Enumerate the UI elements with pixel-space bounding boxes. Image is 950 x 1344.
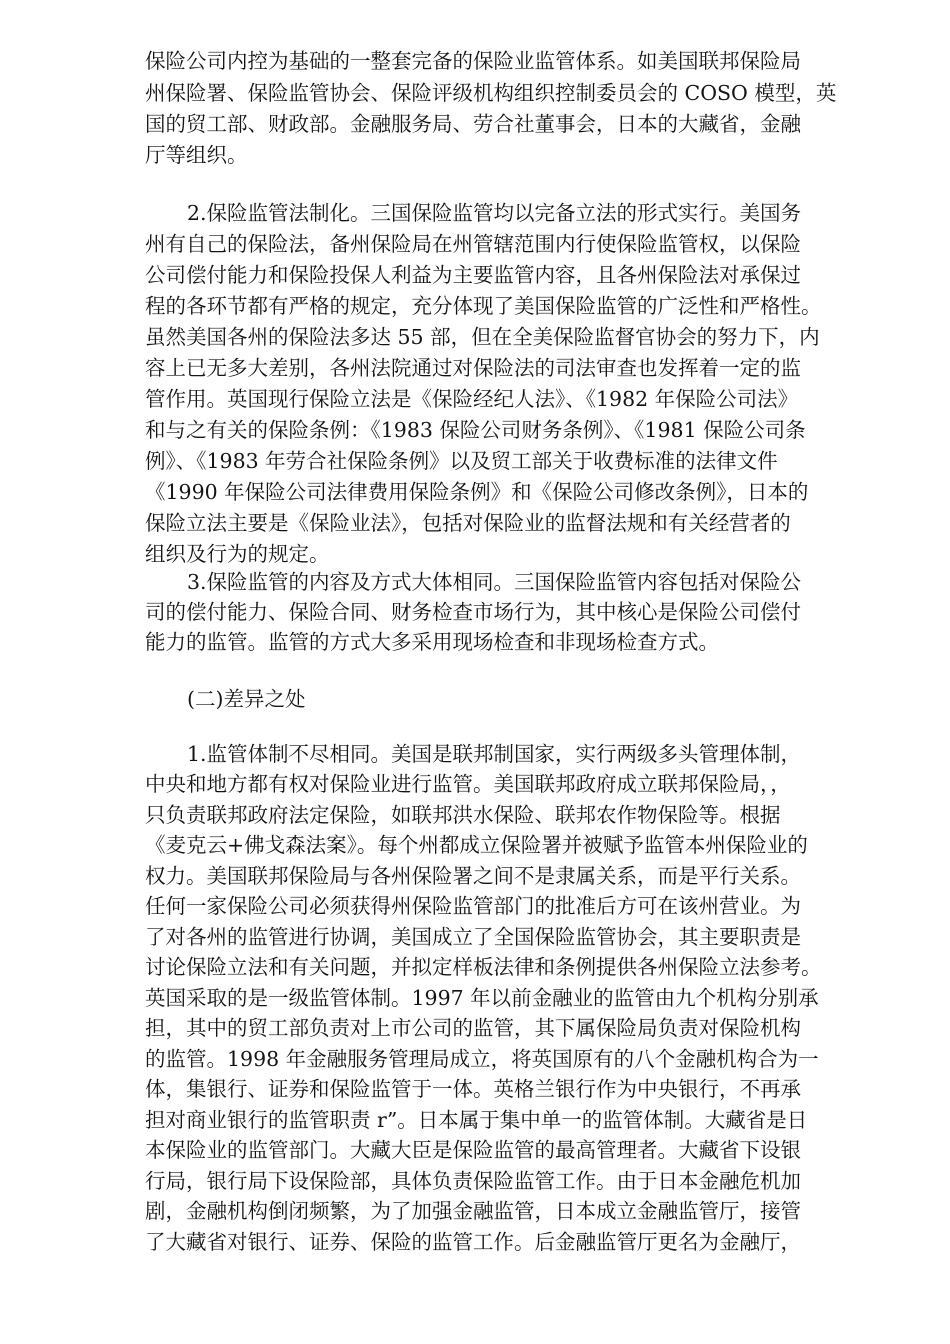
paragraph-first-line: 3.保险监管的内容及方式大体相同。三国保险监管内容包括对保险公 — [187, 570, 802, 594]
text-line: 任何一家保险公司必须获得州保险监管部门的批准后方可在该州营业。为 — [145, 894, 801, 918]
text-line: 司的偿付能力、保险合同、财务检查市场行为，其中核心是保险公司偿付 — [145, 600, 801, 624]
text-line: 《1990 年保险公司法律费用保险条例》和《保险公司修改条例》，日本的 — [145, 480, 809, 504]
text-line: 州有自己的保险法，备州保险局在州管辖范围内行使保险监管权，以保险 — [145, 232, 801, 256]
text-line: 保险公司内控为基础的一整套完备的保险业监管体系。如美国联邦保险局 — [145, 49, 801, 73]
text-line: 了对各州的监管进行协调，美国成立了全国保险监管协会，其主要职责是 — [145, 925, 801, 949]
text-line: 厅等组织。 — [145, 143, 248, 167]
text-line: 权力。美国联邦保险局与各州保险署之间不是隶属关系，而是平行关系。 — [145, 864, 801, 888]
section-heading: (二)差异之处 — [187, 687, 306, 711]
text-line: 能力的监管。监管的方式大多采用现场检查和非现场检查方式。 — [145, 630, 719, 654]
text-line: 和与之有关的保险条例：《1983 保险公司财务条例》、《1981 保险公司条 — [145, 418, 806, 442]
text-line: 只负责联邦政府法定保险，如联邦洪水保险、联邦农作物保险等。根据 — [145, 803, 781, 827]
text-line: 例》、《1983 年劳合社保险条例》以及贸工部关于收费标准的法律文件 — [145, 449, 778, 473]
text-line: 州保险署、保险监管协会、保险评级机构组织控制委员会的 COSO 模型，英 — [145, 81, 837, 105]
text-line: 组织及行为的规定。 — [145, 542, 330, 566]
text-line: 公司偿付能力和保险投保人利益为主要监管内容，且各州保险法对承保过 — [145, 263, 801, 287]
text-line: 担，其中的贸工部负责对上市公司的监管，其下属保险局负责对保险机构 — [145, 1016, 801, 1040]
text-line: 本保险业的监管部门。大藏大臣是保险监管的最高管理者。大藏省下设银 — [145, 1138, 801, 1162]
text-line: 中央和地方都有权对保险业进行监管。美国联邦政府成立联邦保险局，， — [145, 772, 791, 796]
text-line: 英国采取的是一级监管体制。1997 年以前金融业的监管由九个机构分别承 — [145, 986, 819, 1010]
text-line: 体，集银行、证券和保险监管于一体。英格兰银行作为中央银行，不再承 — [145, 1077, 801, 1101]
text-line: 虽然美国各州的保险法多达 55 部，但在全美保险监督官协会的努力下，内 — [145, 325, 820, 349]
text-line: 保险立法主要是《保险业法》，包括对保险业的监督法规和有关经营者的 — [145, 511, 791, 535]
text-line: 《麦克云+佛戈森法案》。每个州都成立保险署并被赋予监管本州保险业的 — [145, 833, 808, 857]
text-line: 剧，金融机构倒闭频繁，为了加强金融监管，日本成立金融监管厅，接管 — [145, 1199, 801, 1223]
text-line: 容上已无多大差别，各州法院通过对保险法的司法审查也发挥着一定的监 — [145, 356, 801, 380]
text-line: 讨论保险立法和有关问题，并拟定样板法律和条例提供各州保险立法参考。 — [145, 955, 822, 979]
paragraph-first-line: 2.保险监管法制化。三国保险监管均以完备立法的形式实行。美国务 — [187, 201, 802, 225]
text-line: 行局，银行局下设保险部，具体负责保险监管工作。由于日本金融危机加 — [145, 1169, 801, 1193]
text-line: 的监管。1998 年金融服务管理局成立，将英国原有的八个金融机构合为一 — [145, 1047, 819, 1071]
paragraph-first-line: 1.监管体制不尽相同。美国是联邦制国家，实行两级多头管理体制， — [187, 742, 802, 766]
text-line: 担对商业银行的监管职责 r”。日本属于集中单一的监管体制。大藏省是日 — [145, 1108, 808, 1132]
text-line: 了大藏省对银行、证券、保险的监管工作。后金融监管厅更名为金融厅， — [145, 1230, 801, 1254]
text-line: 国的贸工部、财政部。金融服务局、劳合社董事会，日本的大藏省，金融 — [145, 112, 801, 136]
text-line: 程的各环节都有严格的规定，充分体现了美国保险监管的广泛性和严格性。 — [145, 294, 822, 318]
text-line: 管作用。英国现行保险立法是《保险经纪人法》、《1982 年保险公司法》 — [145, 387, 799, 411]
